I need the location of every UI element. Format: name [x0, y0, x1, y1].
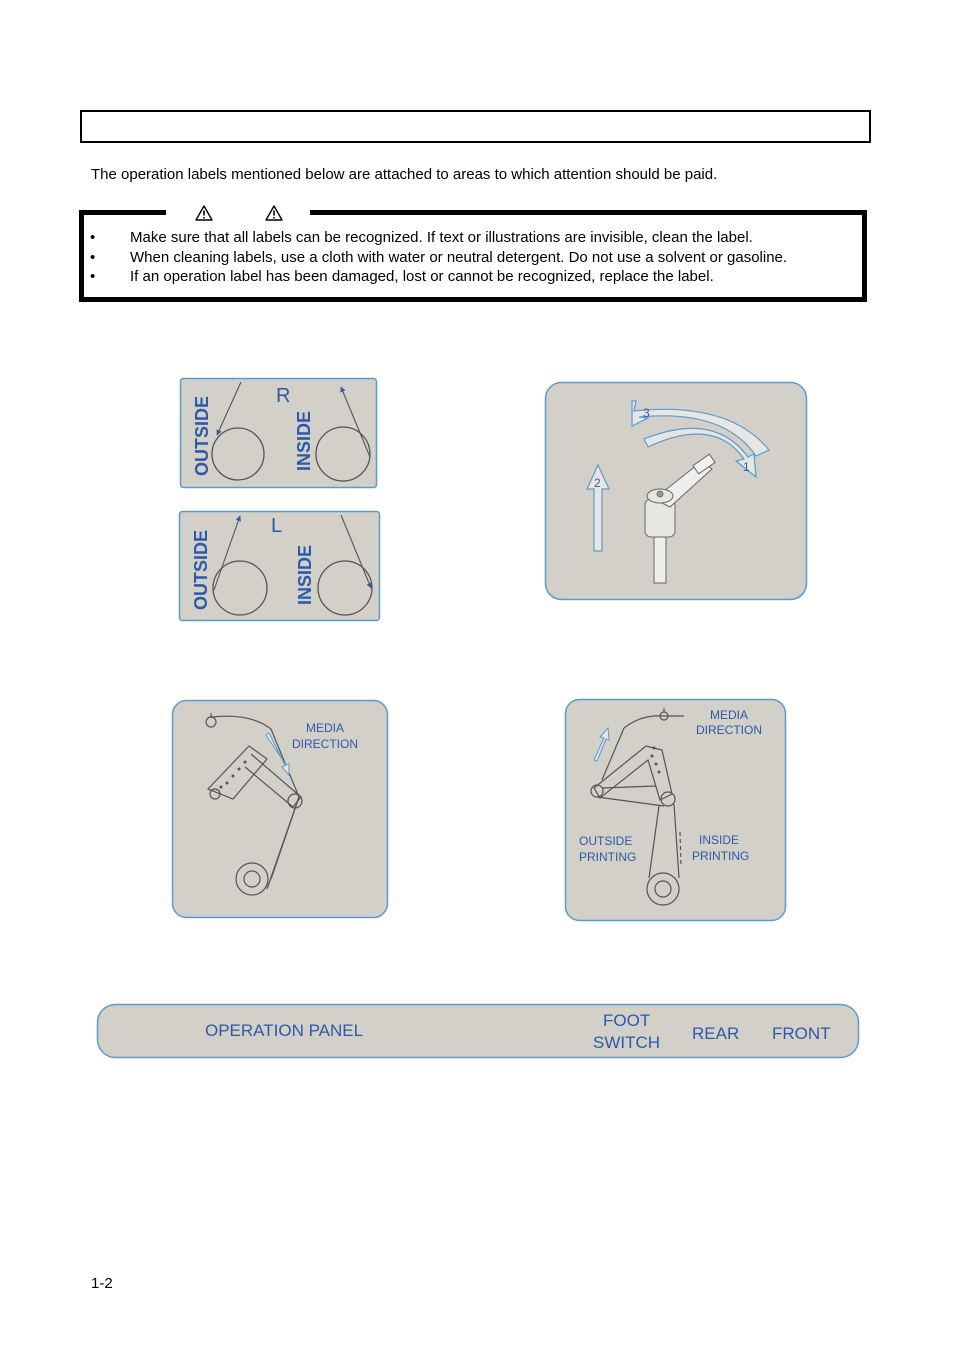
label-left-text: OUTSIDE	[192, 395, 212, 476]
warning-triangle-icon	[195, 205, 213, 221]
outside-printing-line1: OUTSIDE	[579, 834, 633, 848]
caution-header-gap	[166, 205, 310, 219]
media-direction-line1: MEDIA	[306, 721, 345, 735]
panel-strip-label	[96, 1003, 860, 1059]
caution-item: • Make sure that all labels can be recognized. If text or illustrations are invisible, clean the label.	[90, 228, 787, 248]
front-text: FRONT	[772, 1024, 831, 1043]
section-title-box	[80, 110, 871, 143]
media-direction-line1: MEDIA	[710, 708, 749, 722]
intro-text: The operation labels mentioned below are attached to areas to which attention should be paid.	[91, 166, 718, 183]
media-direction-line2: DIRECTION	[292, 737, 358, 751]
ribbon-label-l	[178, 510, 382, 623]
label-letter: R	[276, 385, 291, 407]
step-number: 1	[743, 460, 750, 474]
step-number: 3	[643, 406, 650, 420]
media-path-label-1	[171, 699, 389, 919]
caution-list	[90, 228, 787, 287]
media-direction-line2: DIRECTION	[696, 723, 762, 737]
inside-printing-line2: PRINTING	[692, 849, 750, 863]
operation-panel-text: OPERATION PANEL	[205, 1021, 364, 1040]
outside-printing-line2: PRINTING	[579, 850, 637, 864]
step-number: 2	[594, 476, 601, 490]
label-right-text: INSIDE	[295, 544, 315, 605]
inside-printing-line1: INSIDE	[699, 833, 740, 847]
foot-switch-line2: SWITCH	[593, 1033, 661, 1052]
rear-text: REAR	[692, 1024, 740, 1043]
caution-item: • If an operation label has been damaged, lost or cannot be recognized, replace the label.	[90, 267, 787, 287]
label-right-text: INSIDE	[294, 410, 314, 471]
media-path-label-2	[564, 698, 787, 922]
lever-label	[544, 381, 808, 601]
label-letter: L	[271, 515, 283, 537]
label-left-text: OUTSIDE	[191, 529, 211, 610]
warning-triangle-icon	[265, 205, 283, 221]
caution-item: • When cleaning labels, use a cloth with water or neutral detergent. Do not use a solvent or gasoline.	[90, 248, 787, 268]
ribbon-label-r	[179, 377, 379, 490]
page-number: 1-2	[91, 1275, 113, 1292]
foot-switch-line1: FOOT	[603, 1011, 651, 1030]
